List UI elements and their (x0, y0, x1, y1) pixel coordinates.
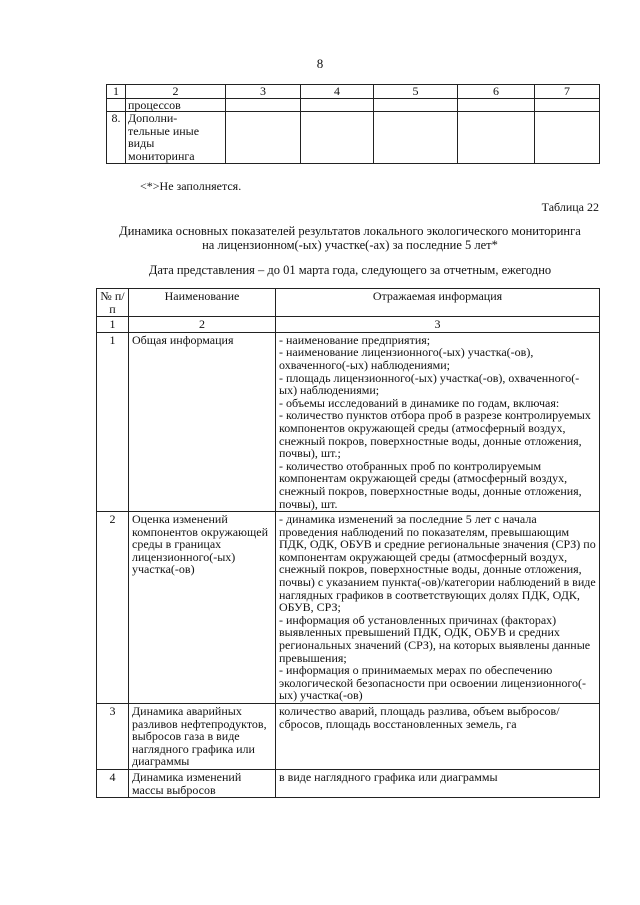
table-title (100, 224, 600, 252)
info-item: - количество пунктов отбора проб в разрезе контролируемых компонентов окружающей среды (атмосферный воздух, снежный покров, поверхностные воды, донные отложения, почвы), шт.; (279, 408, 591, 461)
name-line: мониторинга (128, 148, 195, 163)
row-name: процессов (126, 98, 226, 112)
info-item: - объемы исследований в динамике по годам, включая: (279, 395, 560, 410)
info-item: количество аварий, площадь разлива, объем выбросов/сбросов, площадь восстановленных земель, га (279, 704, 560, 731)
submission-date-note: Дата представления – до 01 марта года, следующего за отчетным, ежегодно (148, 263, 552, 277)
info-item: - информация о принимаемых мерах по обеспечению экологической безопасности при освоении лицензионного(-ых) участка(-ов) (279, 663, 587, 703)
table-row (97, 769, 600, 797)
header-num: № п/п (97, 289, 129, 317)
table-row (97, 704, 600, 770)
name-line: виды (128, 136, 155, 151)
row-name: Динамика изменений массы выбросов (129, 769, 276, 797)
table-row (107, 98, 600, 112)
row-num: 3 (97, 704, 129, 770)
name-line: тельные иные (128, 123, 200, 138)
table-row (97, 332, 600, 511)
info-item: в виде наглядного графика или диаграммы (279, 769, 498, 784)
col-number-1: 1 (107, 85, 126, 99)
info-item: - количество отобранных проб по контролируемым компонентам окружающей среды (атмосферный воздух, снежный покров, поверхностные воды, донные отложения, почвы), шт. (279, 458, 582, 511)
table-row (97, 512, 600, 704)
header-name: Наименование (129, 289, 276, 317)
col-number-2: 2 (129, 317, 276, 333)
row-info (276, 769, 600, 797)
column-numbers-row (97, 317, 600, 333)
title-line-2: на лицензионном(-ых) участке(-ах) за последние 5 лет* (202, 238, 498, 252)
col-number-7: 7 (535, 85, 600, 99)
title-line-1: Динамика основных показателей результатов локального экологического мониторинга (119, 224, 581, 238)
col-number-2: 2 (126, 85, 226, 99)
name-line: Дополни- (128, 111, 178, 126)
info-item: - динамика изменений за последние 5 лет с начала проведения наблюдений по показателям, превышающим ПДК, ОДК, ОБУВ и средние региональные значения (СРЗ) по компонентам окружающей среды (атмосферный воздух, снежный покров, поверхностные воды, донные отложения, почвы) с указанием пункта(-ов)/категории наблюдений в виде наглядных графиков в соответствующих долях ПДК, ОДК, ОБУВ, СРЗ; (279, 512, 596, 615)
row-info (276, 332, 600, 511)
row-name: Динамика аварийных разливов нефтепродуктов, выбросов газа в виде наглядного графика или диаграммы (129, 704, 276, 770)
info-item: - площадь лицензионного(-ых) участка(-ов), охваченного(-ых) наблюдениями; (279, 370, 580, 398)
info-item: - информация об установленных причинах (факторах) выявленных превышений ПДК, ОДК, ОБУВ и средних региональных значений (СРЗ), на которых выявлены данные превышения; (279, 612, 591, 665)
col-number-6: 6 (458, 85, 535, 99)
row-num: 8. (107, 112, 126, 163)
col-number-3: 3 (226, 85, 301, 99)
row-num (107, 98, 126, 112)
continued-table (106, 84, 600, 164)
row-name: Общая информация (129, 332, 276, 511)
table-header-row (97, 289, 600, 317)
info-item: - наименование лицензионного(-ых) участка(-ов), охваченного(-ых) наблюдениями; (279, 345, 534, 372)
row-name: Оценка изменений компонентов окружающей среды в границах лицензионного(-ых) участка(-ов) (129, 512, 276, 704)
col-number-1: 1 (97, 317, 129, 333)
row-num: 1 (97, 332, 129, 511)
col-number-5: 5 (374, 85, 458, 99)
info-item: - наименование предприятия; (279, 332, 431, 347)
col-number-3: 3 (276, 317, 600, 333)
row-num: 4 (97, 769, 129, 797)
col-number-4: 4 (301, 85, 374, 99)
table-header-row (107, 85, 600, 99)
row-info (276, 704, 600, 770)
table-row (107, 112, 600, 163)
header-info: Отражаемая информация (276, 289, 600, 317)
footnote: <*>Не заполняется. (140, 179, 242, 193)
monitoring-table (96, 288, 600, 798)
row-name (126, 112, 226, 163)
row-info (276, 512, 600, 704)
page-number: 8 (316, 56, 324, 71)
table-label: Таблица 22 (541, 200, 599, 214)
row-num: 2 (97, 512, 129, 704)
